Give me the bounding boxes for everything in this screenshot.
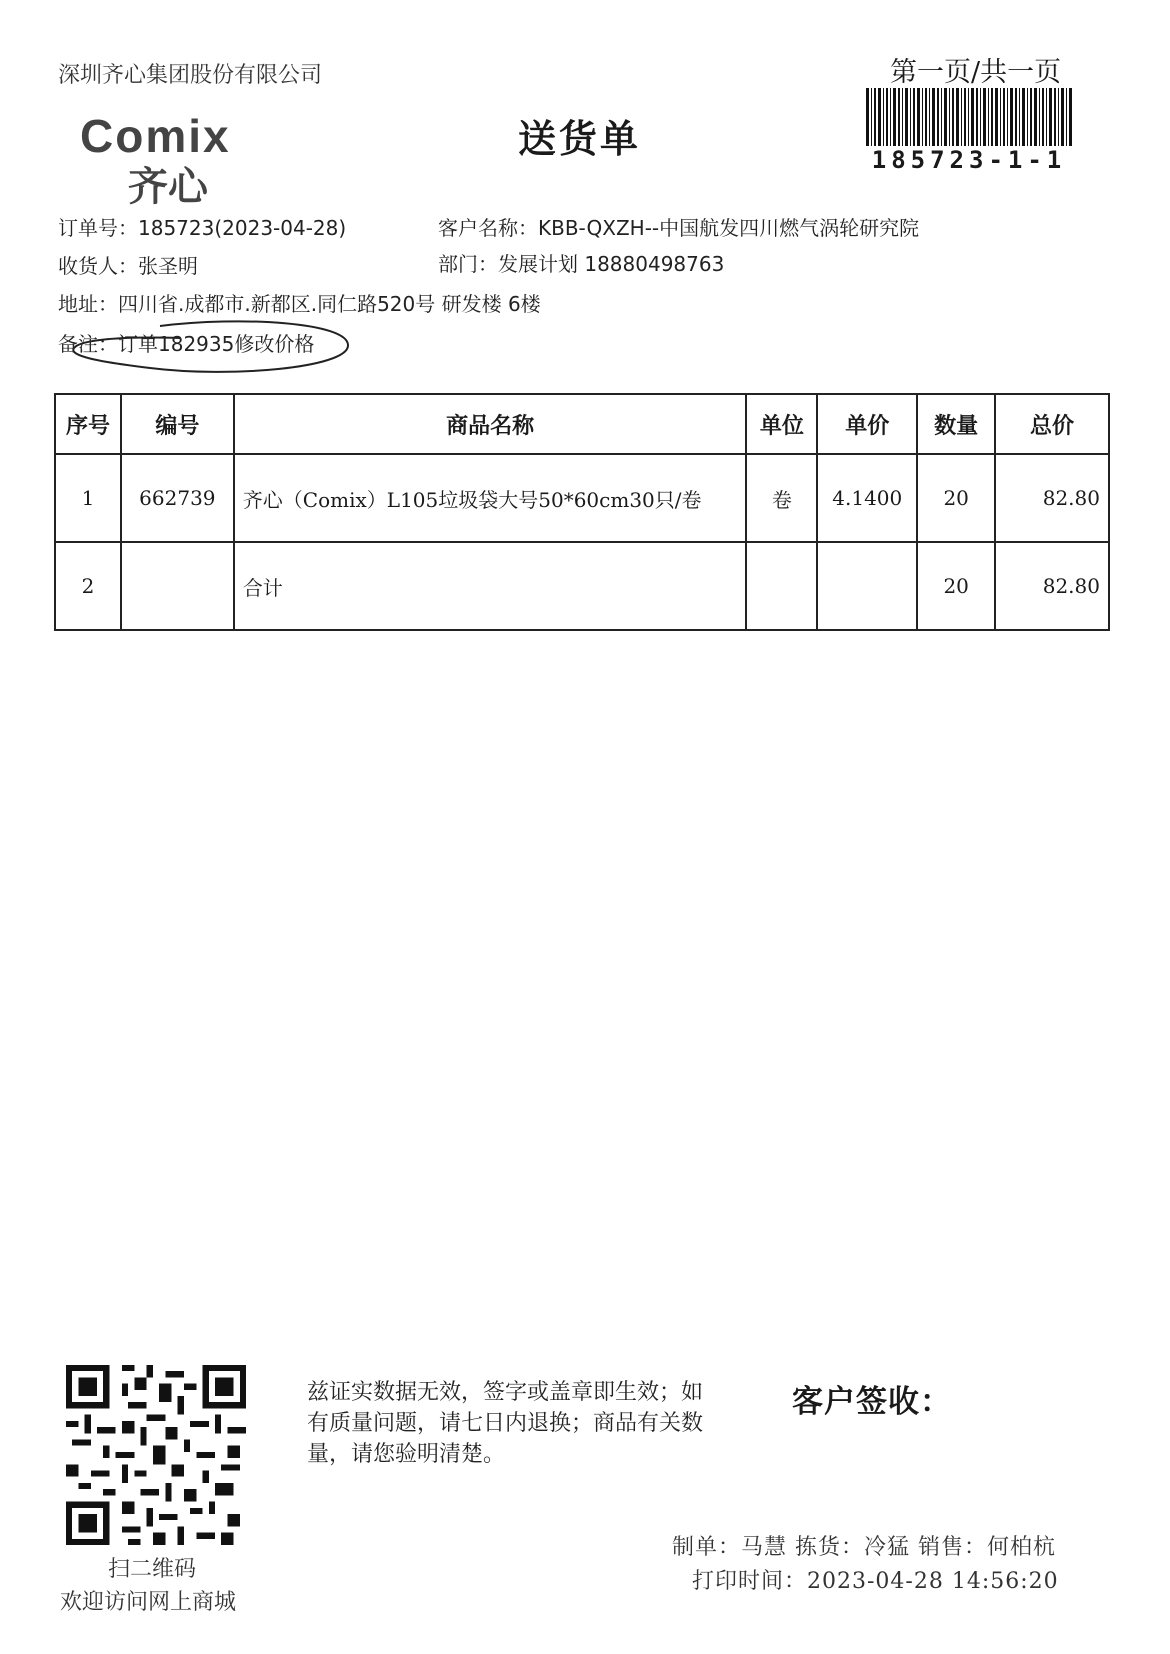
customer-name: 客户名称：KBB-QXZH--中国航发四川燃气涡轮研究院 [438,216,920,240]
cell-no: 1 [55,454,121,542]
receiver: 收货人：张圣明 [58,254,198,278]
logo-brand-text: Comix [80,110,231,162]
header-code: 编号 [121,394,234,454]
table-row-total [55,542,1109,630]
cell-name: 齐心（Comix）L105垃圾袋大号50*60cm30只/卷 [234,454,747,542]
table-row [55,454,1109,542]
cell-unit [746,542,817,630]
table-header-row [55,394,1109,454]
comix-logo [80,110,310,205]
notice-text: 兹证实数据无效，签字或盖章即生效；如有质量问题，请七日内退换；商品有关数量，请您验明清楚。 [307,1380,704,1467]
barcode [866,88,1072,146]
items-table [54,393,1110,631]
cell-code [121,542,234,630]
cell-total: 82.80 [995,454,1109,542]
cell-name: 合计 [234,542,747,630]
cell-price [817,542,917,630]
order-number: 订单号：185723(2023-04-28) [58,216,347,240]
company-name: 深圳齐心集团股份有限公司 [58,63,323,88]
header-total: 总价 [995,394,1109,454]
document-title: 送货单 [518,117,642,161]
customer-sign-label: 客户签收： [792,1384,952,1420]
staff-line: 制单：马慧 拣货：冷猛 销售：何柏杭 [672,1535,1056,1560]
qr-caption-visit: 欢迎访问网上商城 [60,1590,237,1615]
department: 部门：发展计划 18880498763 [438,252,725,276]
header-qty: 数量 [917,394,995,454]
header-unit: 单位 [746,394,817,454]
header-price: 单价 [817,394,917,454]
print-time: 打印时间：2023-04-28 14:56:20 [692,1569,1059,1594]
cell-no: 2 [55,542,121,630]
header-name: 商品名称 [234,394,747,454]
address: 地址：四川省.成都市.新都区.同仁路520号 研发楼 6楼 [58,292,541,316]
qr-caption-scan: 扫二维码 [108,1557,197,1582]
cell-price: 4.1400 [817,454,917,542]
page-info: 第一页/共一页 [890,57,1062,88]
logo-cn-text: 齐心 [128,164,208,205]
cell-qty: 20 [917,542,995,630]
cell-unit: 卷 [746,454,817,542]
handwritten-circle [60,318,360,378]
cell-code: 662739 [121,454,234,542]
cell-total: 82.80 [995,542,1109,630]
cell-qty: 20 [917,454,995,542]
remark: 备注：订单182935修改价格 [58,332,315,356]
qr-code[interactable] [66,1365,246,1545]
header-no: 序号 [55,394,121,454]
barcode-number: 185723-1-1 [871,146,1067,174]
